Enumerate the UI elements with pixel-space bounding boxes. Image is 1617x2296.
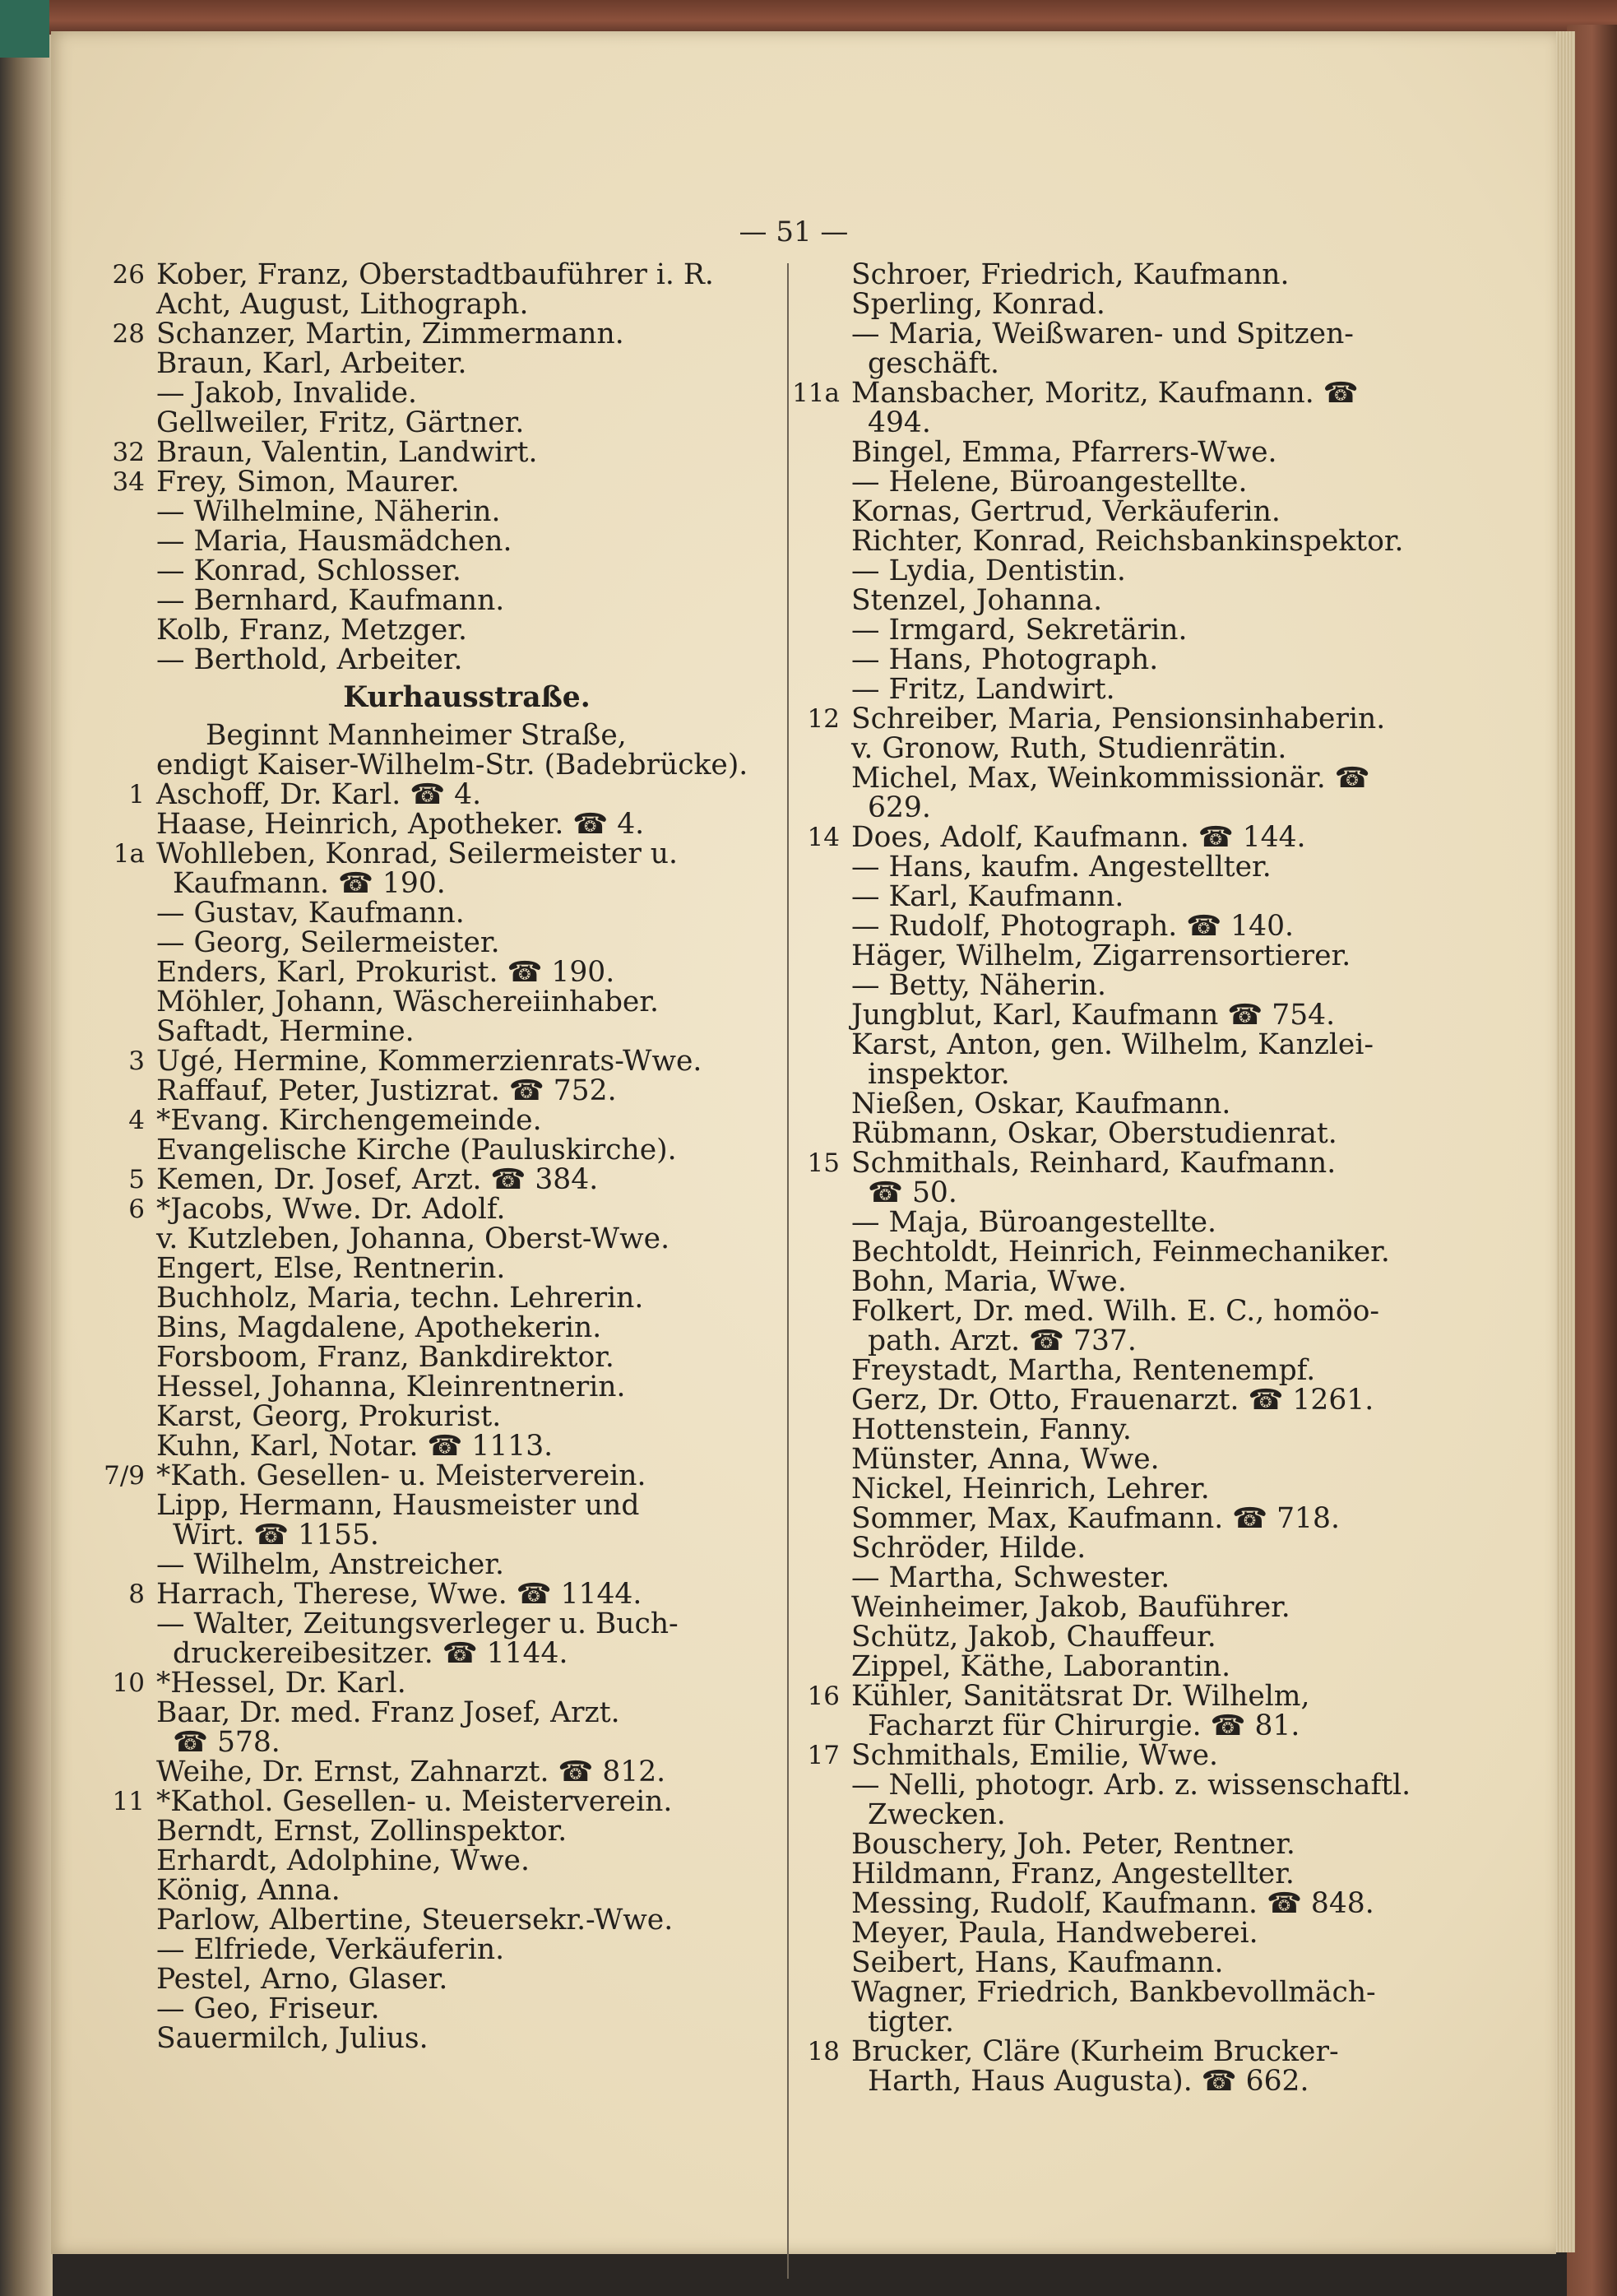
house-number: 6 [128, 1194, 145, 1224]
entry-text: — Maria, Weißwaren- und Spitzen- [851, 318, 1354, 350]
directory-entry [851, 2066, 1419, 2096]
directory-entry [112, 436, 777, 469]
entry-text: Kober, Franz, Oberstadtbauführer i. R. [156, 258, 714, 291]
entry-text: Sauermilch, Julius. [156, 2022, 429, 2055]
entry-text: Bingel, Emma, Pfarrers-Wwe. [851, 436, 1277, 469]
entry-text: Harrach, Therese, Wwe. ☎ 1144. [156, 1578, 642, 1611]
house-number: 26 [112, 260, 145, 290]
directory-entry [792, 377, 1419, 410]
directory-entry [851, 1119, 1419, 1148]
directory-entry [851, 1593, 1419, 1622]
entry-text: Häger, Wilhelm, Zigarrensortierer. [851, 939, 1351, 972]
entry-text: Haase, Heinrich, Apotheker. ☎ 4. [156, 808, 645, 841]
directory-entry [851, 615, 1419, 645]
directory-entry [112, 1667, 777, 1700]
directory-entry [851, 1859, 1419, 1889]
entry-text: Schreiber, Maria, Pensionsinhaberin. [851, 703, 1386, 735]
entry-text: 629. [868, 791, 931, 824]
directory-entry [851, 1060, 1419, 1089]
entry-text: Messing, Rudolf, Kaufmann. ☎ 848. [851, 1887, 1374, 1920]
house-number: 1a [113, 839, 145, 869]
directory-entry [851, 1208, 1419, 1237]
directory-entry [156, 1135, 777, 1165]
entry-text: *Evang. Kirchengemeinde. [156, 1104, 542, 1137]
directory-entry [156, 1935, 777, 1964]
directory-entry [156, 497, 777, 526]
entry-text: Seibert, Hans, Kaufmann. [851, 1946, 1224, 1979]
directory-entry [851, 1533, 1419, 1563]
directory-entry [156, 349, 777, 378]
directory-entry [851, 1652, 1419, 1681]
entry-text: Evangelische Kirche (Pauluskirche). [156, 1134, 677, 1167]
house-number: 16 [807, 1681, 840, 1711]
directory-entry [156, 1372, 777, 1402]
entry-text: Stenzel, Johanna. [851, 584, 1103, 617]
entry-text: — Irmgard, Sekretärin. [851, 614, 1188, 647]
entry-text: path. Arzt. ☎ 737. [868, 1324, 1137, 1357]
directory-entry [851, 1978, 1419, 2007]
entry-text: — Martha, Schwester. [851, 1561, 1170, 1594]
entry-text: Kornas, Gertrud, Verkäuferin. [851, 495, 1281, 528]
directory-entry [156, 721, 777, 750]
entry-text: Schröder, Hilde. [851, 1532, 1086, 1565]
entry-text: Braun, Valentin, Landwirt. [156, 436, 538, 469]
entry-text: Karst, Anton, gen. Wilhelm, Kanzlei- [851, 1028, 1374, 1061]
left-column [104, 258, 777, 2055]
directory-entry [156, 1994, 777, 2024]
directory-entry [156, 645, 777, 675]
directory-entry [807, 821, 1419, 854]
entry-text: Sommer, Max, Kaufmann. ☎ 718. [851, 1502, 1340, 1535]
entry-text: *Kath. Gesellen- u. Meisterverein. [156, 1459, 646, 1492]
entry-text: Ugé, Hermine, Kommerzienrats-Wwe. [156, 1045, 702, 1078]
directory-entry [851, 1267, 1419, 1296]
directory-entry [851, 1830, 1419, 1859]
entry-text: Schütz, Jakob, Chauffeur. [851, 1621, 1216, 1654]
entry-text: — Fritz, Landwirt. [851, 673, 1115, 706]
directory-entry [851, 349, 1419, 378]
directory-entry [112, 1785, 777, 1818]
entry-text: Nickel, Heinrich, Lehrer. [851, 1473, 1210, 1505]
directory-entry [128, 1193, 777, 1226]
directory-entry [851, 1000, 1419, 1030]
directory-entry [851, 497, 1419, 526]
entry-text: Meyer, Paula, Handweberei. [851, 1917, 1258, 1950]
directory-entry [851, 260, 1419, 290]
directory-entry [156, 1017, 777, 1046]
entry-text: Nießen, Oskar, Kaufmann. [851, 1088, 1231, 1120]
directory-entry [851, 763, 1419, 793]
directory-entry [807, 1680, 1419, 1713]
entry-text: — Betty, Näherin. [851, 969, 1106, 1002]
directory-entry [851, 526, 1419, 556]
directory-entry [156, 869, 777, 898]
house-number: 7/9 [104, 1461, 145, 1491]
house-number: 1 [128, 780, 145, 809]
directory-entry [851, 1800, 1419, 1830]
entry-text: Acht, August, Lithograph. [156, 288, 529, 321]
directory-entry [851, 1711, 1419, 1741]
house-number: 10 [112, 1668, 145, 1698]
directory-entry [851, 1356, 1419, 1385]
entry-text: inspektor. [868, 1058, 1010, 1091]
entry-text: Does, Adolf, Kaufmann. ☎ 144. [851, 821, 1306, 854]
entry-text: Gellweiler, Fritz, Gärtner. [156, 406, 525, 439]
page-number: — 51 — [739, 216, 849, 248]
entry-text: — Konrad, Schlosser. [156, 554, 461, 587]
entry-text: — Wilhelm, Anstreicher. [156, 1548, 504, 1581]
entry-text: König, Anna. [156, 1874, 341, 1907]
house-number: 17 [807, 1741, 840, 1770]
directory-entry [851, 852, 1419, 882]
entry-text: Hildmann, Franz, Angestellter. [851, 1858, 1295, 1890]
directory-entry [156, 290, 777, 319]
directory-entry [851, 1474, 1419, 1504]
entry-text: Schmithals, Reinhard, Kaufmann. [851, 1147, 1337, 1180]
house-number: 32 [112, 438, 145, 467]
directory-entry [851, 1089, 1419, 1119]
directory-entry [156, 586, 777, 615]
directory-entry [156, 1254, 777, 1283]
directory-entry [851, 408, 1419, 438]
entry-text: — Lydia, Dentistin. [851, 554, 1126, 587]
spine-ribbon [0, 0, 49, 58]
directory-entry [112, 258, 777, 291]
directory-entry [128, 1163, 777, 1196]
entry-text: endigt Kaiser-Wilhelm-Str. (Badebrücke). [156, 749, 748, 782]
directory-entry [156, 1313, 777, 1343]
directory-entry [156, 1550, 777, 1579]
entry-text: — Wilhelmine, Näherin. [156, 495, 501, 528]
entry-text: Enders, Karl, Prokurist. ☎ 190. [156, 956, 615, 989]
directory-entry [807, 1739, 1419, 1772]
directory-entry [156, 928, 777, 958]
entry-text: *Hessel, Dr. Karl. [156, 1667, 406, 1700]
entry-text: — Jakob, Invalide. [156, 377, 418, 410]
house-number: 15 [807, 1148, 840, 1178]
directory-entry [112, 466, 777, 499]
entry-text: — Hans, kaufm. Angestellter. [851, 851, 1272, 884]
directory-entry [156, 1905, 777, 1935]
entry-text: Hottenstein, Fanny. [851, 1413, 1132, 1446]
street-heading: Kurhausstraße. [343, 681, 591, 714]
directory-entry [156, 1402, 777, 1431]
entry-text: Weihe, Dr. Ernst, Zahnarzt. ☎ 812. [156, 1756, 666, 1788]
entry-text: Bins, Magdalene, Apothekerin. [156, 1311, 602, 1344]
entry-text: Berndt, Ernst, Zollinspektor. [156, 1815, 568, 1848]
entry-text: Richter, Konrad, Reichsbankinspektor. [851, 525, 1404, 558]
directory-entry [851, 1770, 1419, 1800]
entry-text: Buchholz, Maria, techn. Lehrerin. [156, 1282, 644, 1315]
directory-entry [807, 703, 1419, 735]
entry-text: Beginnt Mannheimer Straße, [206, 719, 627, 752]
entry-text: Schmithals, Emilie, Wwe. [851, 1739, 1218, 1772]
entry-text: — Berthold, Arbeiter. [156, 643, 463, 676]
entry-text: Bouschery, Joh. Peter, Rentner. [851, 1828, 1295, 1861]
entry-text: — Georg, Seilermeister. [156, 926, 500, 959]
entry-text: — Helene, Büroangestellte. [851, 466, 1248, 499]
directory-entry [156, 1876, 777, 1905]
entry-text: Zippel, Käthe, Laborantin. [851, 1650, 1231, 1683]
directory-entry [156, 1728, 777, 1757]
entry-text: druckereibesitzer. ☎ 1144. [173, 1637, 568, 1670]
entry-text: Schroer, Friedrich, Kaufmann. [851, 258, 1290, 291]
entry-text: v. Gronow, Ruth, Studienrätin. [851, 732, 1287, 765]
directory-entry [851, 1385, 1419, 1415]
directory-entry [851, 2007, 1419, 2037]
entry-text: Rübmann, Oskar, Oberstudienrat. [851, 1117, 1337, 1150]
directory-entry [851, 1237, 1419, 1267]
house-number: 4 [128, 1106, 145, 1135]
entry-text: Wohlleben, Konrad, Seilermeister u. [156, 837, 678, 870]
entry-text: — Gustav, Kaufmann. [156, 897, 465, 930]
entry-text: — Walter, Zeitungsverleger u. Buch- [156, 1607, 679, 1640]
entry-text: Engert, Else, Rentnerin. [156, 1252, 506, 1285]
house-number: 11 [112, 1787, 145, 1816]
entry-text: Kemen, Dr. Josef, Arzt. ☎ 384. [156, 1163, 599, 1196]
directory-entry [128, 1578, 777, 1611]
directory-entry [156, 1964, 777, 1994]
entry-text: v. Kutzleben, Johanna, Oberst-Wwe. [156, 1222, 670, 1255]
entry-text: Wagner, Friedrich, Bankbevollmäch- [851, 1976, 1376, 2009]
entry-text: Karst, Georg, Prokurist. [156, 1400, 502, 1433]
directory-entry [851, 971, 1419, 1000]
directory-entry [156, 1816, 777, 1846]
directory-entry [851, 1948, 1419, 1978]
directory-entry [156, 1431, 777, 1461]
entry-text: Mansbacher, Moritz, Kaufmann. ☎ [851, 377, 1359, 410]
entry-text: — Maja, Büroangestellte. [851, 1206, 1216, 1239]
entry-text: ☎ 578. [173, 1726, 280, 1759]
directory-entry [156, 1520, 777, 1550]
entry-text: Weinheimer, Jakob, Bauführer. [851, 1591, 1290, 1624]
directory-entry [851, 1445, 1419, 1474]
directory-entry [851, 793, 1419, 823]
directory-entry [851, 882, 1419, 911]
entry-text: Jungblut, Karl, Kaufmann ☎ 754. [851, 999, 1336, 1032]
entry-text: Freystadt, Martha, Rentenempf. [851, 1354, 1316, 1387]
directory-entry [851, 1889, 1419, 1918]
directory-entry [156, 898, 777, 928]
directory-entry [851, 1415, 1419, 1445]
house-number: 14 [807, 823, 840, 852]
directory-entry [156, 408, 777, 438]
entry-text: Bohn, Maria, Wwe. [851, 1265, 1127, 1298]
directory-entry [156, 987, 777, 1017]
entry-text: Zwecken. [868, 1798, 1006, 1831]
house-number: 28 [112, 319, 145, 349]
entry-text: Frey, Simon, Maurer. [156, 466, 460, 499]
house-number: 34 [112, 467, 145, 497]
entry-text: — Elfriede, Verkäuferin. [156, 1933, 505, 1966]
column-divider [787, 263, 789, 2279]
entry-text: Kuhn, Karl, Notar. ☎ 1113. [156, 1430, 554, 1463]
directory-entry [104, 1459, 777, 1492]
directory-entry [851, 911, 1419, 941]
directory-entry [851, 556, 1419, 586]
directory-entry [156, 556, 777, 586]
entry-text: — Geo, Friseur. [156, 1992, 380, 2025]
directory-entry [851, 290, 1419, 319]
entry-text: — Hans, Photograph. [851, 643, 1159, 676]
directory-entry [807, 1147, 1419, 1180]
book-cover-top [49, 0, 1617, 35]
entry-text: Wirt. ☎ 1155. [173, 1519, 379, 1552]
entry-text: Harth, Haus Augusta). ☎ 662. [868, 2065, 1309, 2098]
directory-entry [156, 1343, 777, 1372]
directory-entry [128, 1045, 777, 1078]
directory-entry [112, 318, 777, 350]
book-spine [0, 0, 53, 2296]
directory-entry [851, 675, 1419, 704]
entry-text: Münster, Anna, Wwe. [851, 1443, 1160, 1476]
entry-text: Pestel, Arno, Glaser. [156, 1963, 448, 1996]
directory-entry [851, 467, 1419, 497]
entry-text: Facharzt für Chirurgie. ☎ 81. [868, 1709, 1300, 1742]
directory-entry [156, 1076, 777, 1106]
directory-entry [807, 2035, 1419, 2068]
entry-text: Parlow, Albertine, Steuersekr.-Wwe. [156, 1904, 674, 1937]
entry-text: Lipp, Hermann, Hausmeister und [156, 1489, 640, 1522]
entry-text: — Bernhard, Kaufmann. [156, 584, 505, 617]
entry-text: Kühler, Sanitätsrat Dr. Wilhelm, [851, 1680, 1310, 1713]
directory-entry [156, 615, 777, 645]
directory-entry [156, 1491, 777, 1520]
directory-entry [156, 526, 777, 556]
entry-text: Michel, Max, Weinkommissionär. ☎ [851, 762, 1370, 795]
entry-text: geschäft. [868, 347, 999, 380]
entry-text: Kaufmann. ☎ 190. [173, 867, 446, 900]
directory-entry [156, 1283, 777, 1313]
directory-entry [156, 1757, 777, 1787]
directory-entry [851, 319, 1419, 349]
entry-text: Gerz, Dr. Otto, Frauenarzt. ☎ 1261. [851, 1384, 1374, 1417]
entry-text: Schanzer, Martin, Zimmermann. [156, 318, 624, 350]
entry-text: Erhardt, Adolphine, Wwe. [156, 1844, 530, 1877]
house-number: 8 [128, 1579, 145, 1609]
entry-text: tigter. [868, 2006, 954, 2039]
directory-entry [851, 1030, 1419, 1060]
directory-entry [156, 1609, 777, 1639]
directory-entry [851, 1918, 1419, 1948]
entry-text: — Nelli, photogr. Arb. z. wissenschaftl. [851, 1769, 1411, 1802]
entry-text: Saftadt, Hermine. [156, 1015, 415, 1048]
house-number: 18 [807, 2037, 840, 2066]
directory-entry [128, 778, 777, 811]
directory-entry [156, 2024, 777, 2053]
entry-text: 494. [868, 406, 931, 439]
directory-entry [851, 941, 1419, 971]
directory-entry [851, 1622, 1419, 1652]
entry-text: Forsboom, Franz, Bankdirektor. [156, 1341, 614, 1374]
entry-text: *Jacobs, Wwe. Dr. Adolf. [156, 1193, 506, 1226]
entry-text: — Maria, Hausmädchen. [156, 525, 512, 558]
entry-text: Aschoff, Dr. Karl. ☎ 4. [156, 778, 482, 811]
entry-text: Hessel, Johanna, Kleinrentnerin. [156, 1371, 626, 1403]
entry-text: — Karl, Kaufmann. [851, 880, 1124, 913]
directory-entry [851, 645, 1419, 675]
directory-entry [851, 438, 1419, 467]
entry-text: *Kathol. Gesellen- u. Meisterverein. [156, 1785, 673, 1818]
directory-entry [851, 586, 1419, 615]
entry-text: Möhler, Johann, Wäschereiinhaber. [156, 986, 660, 1018]
house-number: 12 [807, 704, 840, 734]
directory-entry [851, 1563, 1419, 1593]
directory-entry [156, 1698, 777, 1728]
house-number: 5 [128, 1165, 145, 1194]
entry-text: Kolb, Franz, Metzger. [156, 614, 467, 647]
directory-entry [156, 750, 777, 780]
entry-text: Bechtoldt, Heinrich, Feinmechaniker. [851, 1236, 1390, 1269]
directory-entry [156, 1639, 777, 1668]
entry-text: Braun, Karl, Arbeiter. [156, 347, 467, 380]
directory-entry [156, 378, 777, 408]
directory-entry [851, 734, 1419, 763]
entry-text: Raffauf, Peter, Justizrat. ☎ 752. [156, 1074, 617, 1107]
directory-entry [156, 1846, 777, 1876]
directory-entry [156, 1224, 777, 1254]
directory-entry [156, 809, 777, 839]
directory-entry [851, 1326, 1419, 1356]
entry-text: Brucker, Cläre (Kurheim Brucker- [851, 2035, 1339, 2068]
entry-text: ☎ 50. [868, 1176, 957, 1209]
directory-entry [156, 958, 777, 987]
directory-entry [128, 1104, 777, 1137]
directory-entry [851, 1296, 1419, 1326]
right-column [792, 258, 1419, 2098]
entry-text: — Rudolf, Photograph. ☎ 140. [851, 910, 1295, 943]
house-number: 11a [792, 378, 840, 408]
directory-entry [851, 1504, 1419, 1533]
entry-text: Baar, Dr. med. Franz Josef, Arzt. [156, 1696, 620, 1729]
entry-text: Sperling, Konrad. [851, 288, 1105, 321]
house-number: 3 [128, 1046, 145, 1076]
directory-entry [851, 1178, 1419, 1208]
entry-text: Folkert, Dr. med. Wilh. E. C., homöo- [851, 1295, 1380, 1328]
directory-entry [113, 837, 777, 870]
